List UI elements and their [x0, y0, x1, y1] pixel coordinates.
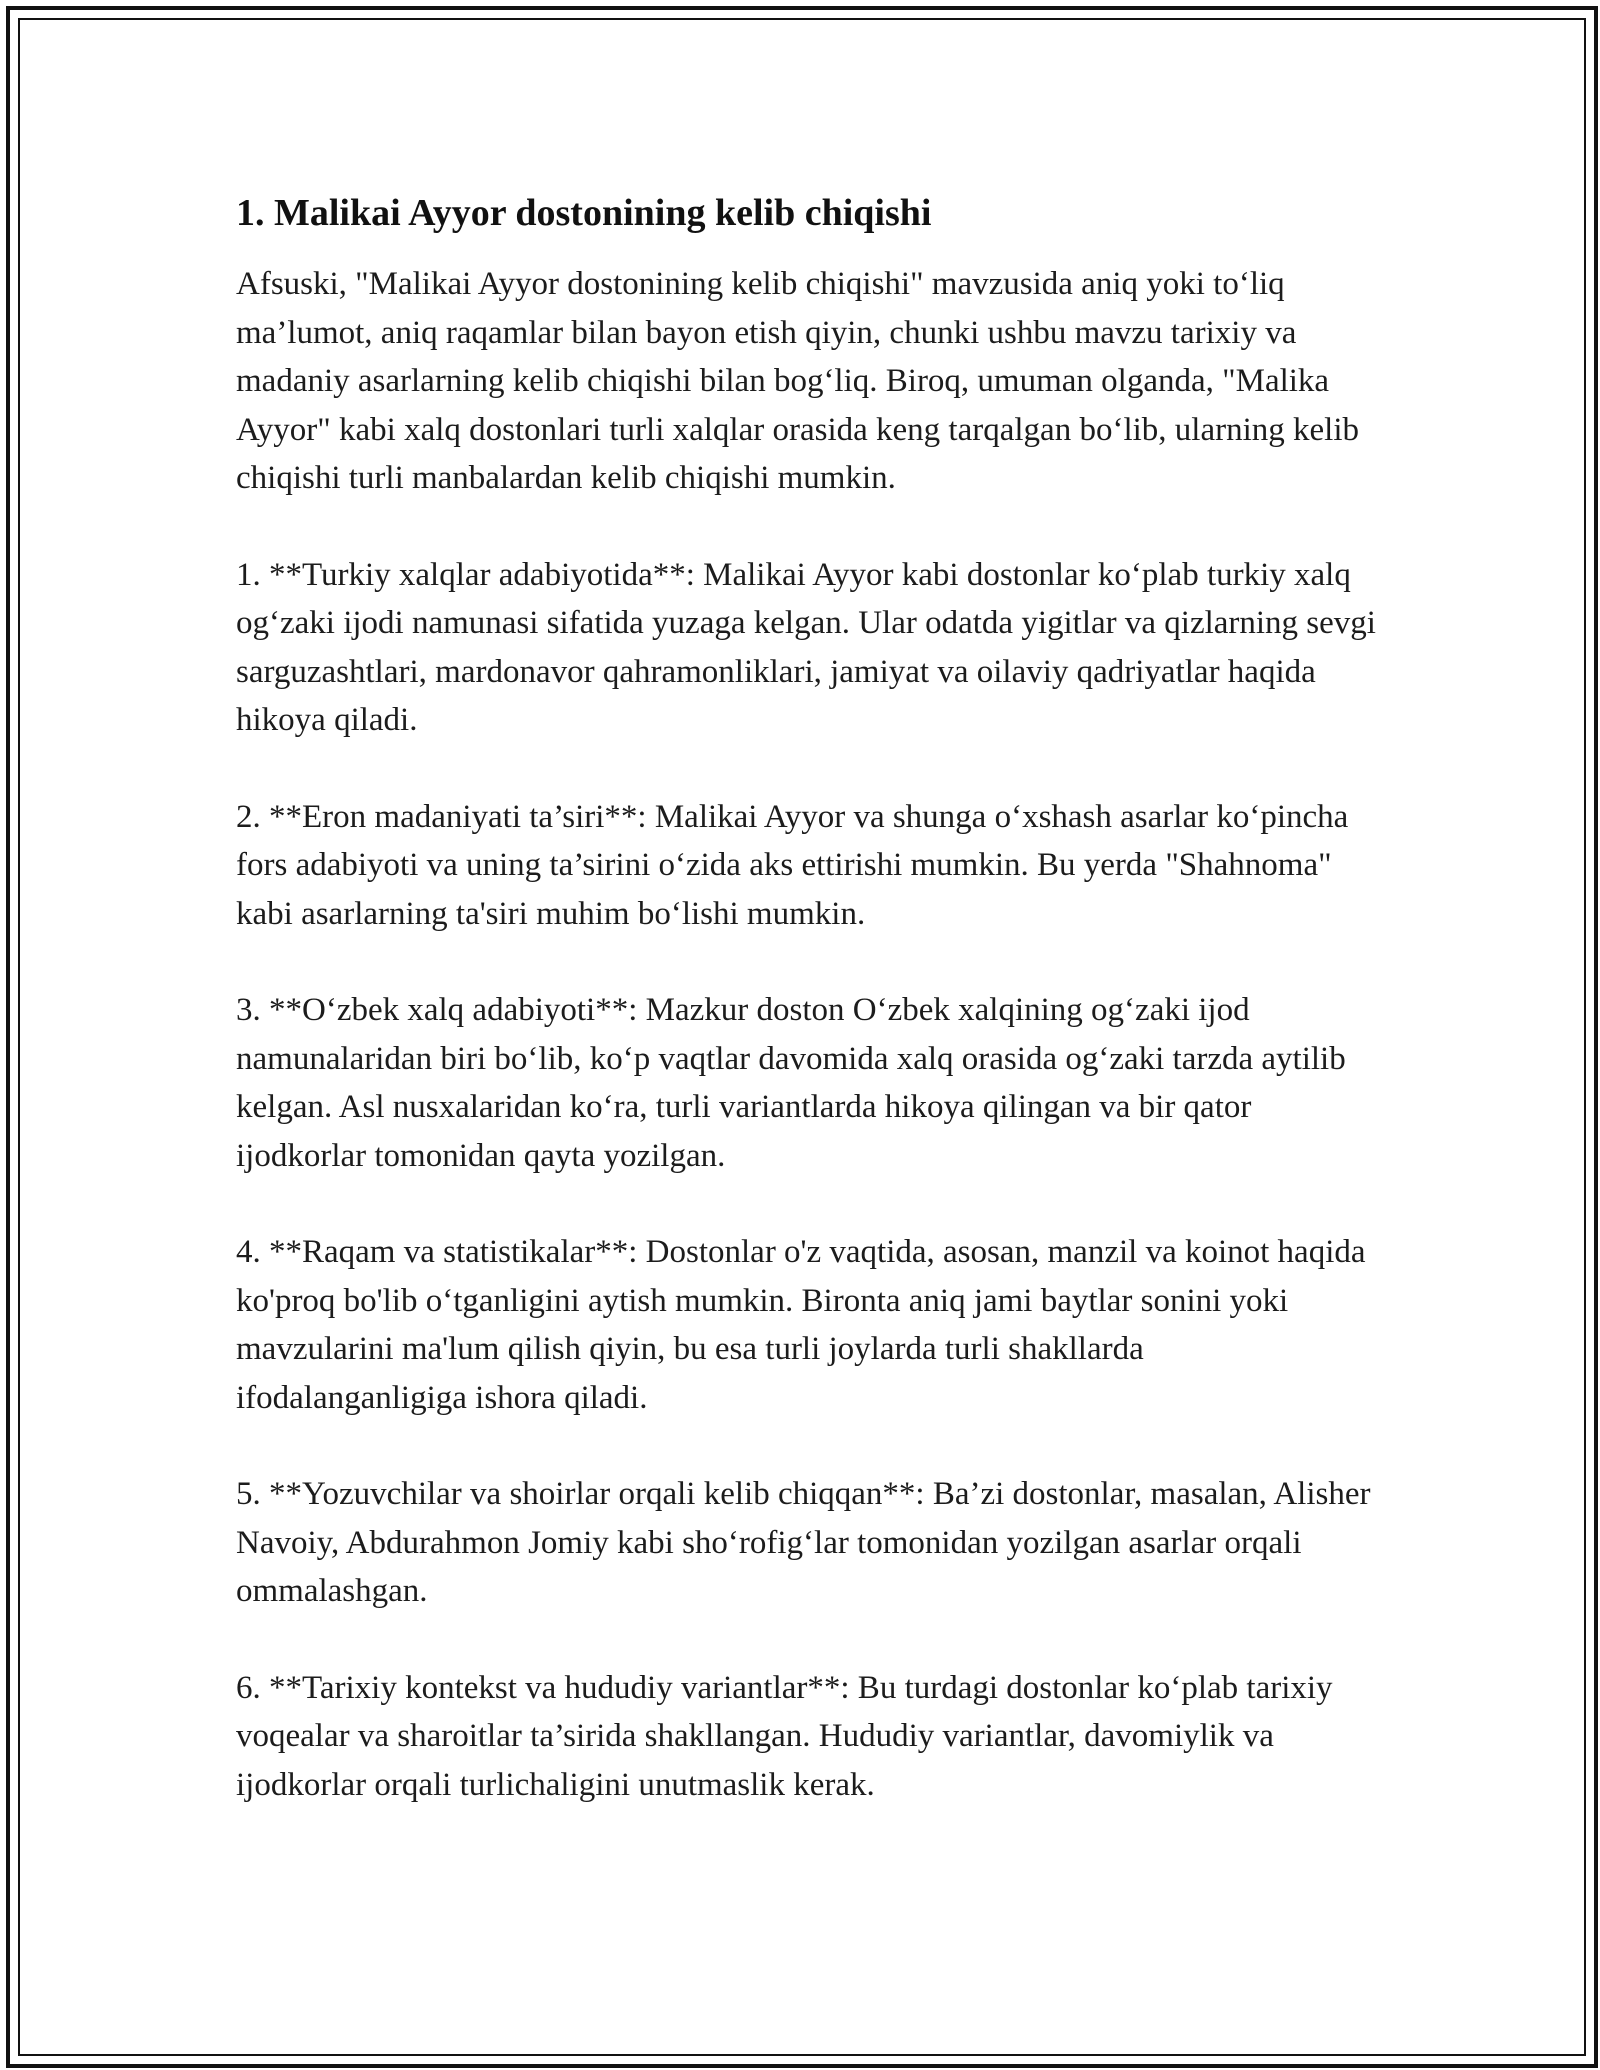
- list-item-ozbek: 3. **O‘zbek xalq adabiyoti**: Mazkur doston O‘zbek xalqining og‘zaki ijod namunalaridan biri bo‘lib, ko‘p vaqtlar davomida xalq orasida og‘zaki tarzda aytilib kelgan. Asl nusxalaridan ko‘ra, turli variantlarda hikoya qilingan va bir qator ijodkorlar tomonidan qayta yozilgan.: [236, 992, 1346, 1174]
- list-item-raqam: 4. **Raqam va statistikalar**: Dostonlar o'z vaqtida, asosan, manzil va koinot haqida ko'proq bo'lib o‘tganligini aytish mumkin. Bironta aniq jami baytlar sonini yoki mavzularini ma'lum qilish qiyin, bu esa turli joylarda turli shakllarda ifodalanganligiga ishora qiladi.: [236, 1234, 1366, 1416]
- document-body: [236, 188, 1376, 1857]
- list-item-turkiy: 1. **Turkiy xalqlar adabiyotida**: Malikai Ayyor kabi dostonlar ko‘plab turkiy xalq og‘zaki ijodi namunasi sifatida yuzaga kelgan. Ular odatda yigitlar va qizlarning sevgi sarguzashtlari, mardonavor qahramonliklari, jamiyat va oilaviy qadriyatlar haqida hikoya qiladi.: [236, 556, 1376, 738]
- list-item-yozuvchilar: 5. **Yozuvchilar va shoirlar orqali kelib chiqqan**: Ba’zi dostonlar, masalan, Alisher Navoiy, Abdurahmon Jomiy kabi sho‘rofig‘lar tomonidan yozilgan asarlar orqali ommalashgan.: [236, 1476, 1371, 1609]
- list-item-eron: 2. **Eron madaniyati ta’siri**: Malikai Ayyor va shunga o‘xshash asarlar ko‘pincha fors adabiyoti va uning ta’sirini o‘zida aks ettirishi mumkin. Bu yerda "Shahnoma" kabi asarlarning ta'siri muhim bo‘lishi mumkin.: [236, 798, 1349, 932]
- list-item-tarixiy: 6. **Tarixiy kontekst va hududiy variantlar**: Bu turdagi dostonlar ko‘plab tarixiy voqealar va sharoitlar ta’sirida shakllangan. Hududiy variantlar, davomiylik va ijodkorlar orqali turlichaligini unutmaslik kerak.: [236, 1669, 1333, 1803]
- section-heading: 1. Malikai Ayyor dostonining kelib chiqishi: [236, 192, 932, 234]
- intro-paragraph: Afsuski, "Malikai Ayyor dostonining kelib chiqishi" mavzusida aniq yoki to‘liq ma’lumot, aniq raqamlar bilan bayon etish qiyin, chunki ushbu mavzu tarixiy va madaniy asarlarning kelib chiqishi bilan bog‘liq. Biroq, umuman olganda, "Malika Ayyor" kabi xalq dostonlari turli xalqlar orasida keng tarqalgan bo‘lib, ularning kelib chiqishi turli manbalardan kelib chiqishi mumkin.: [236, 266, 1359, 496]
